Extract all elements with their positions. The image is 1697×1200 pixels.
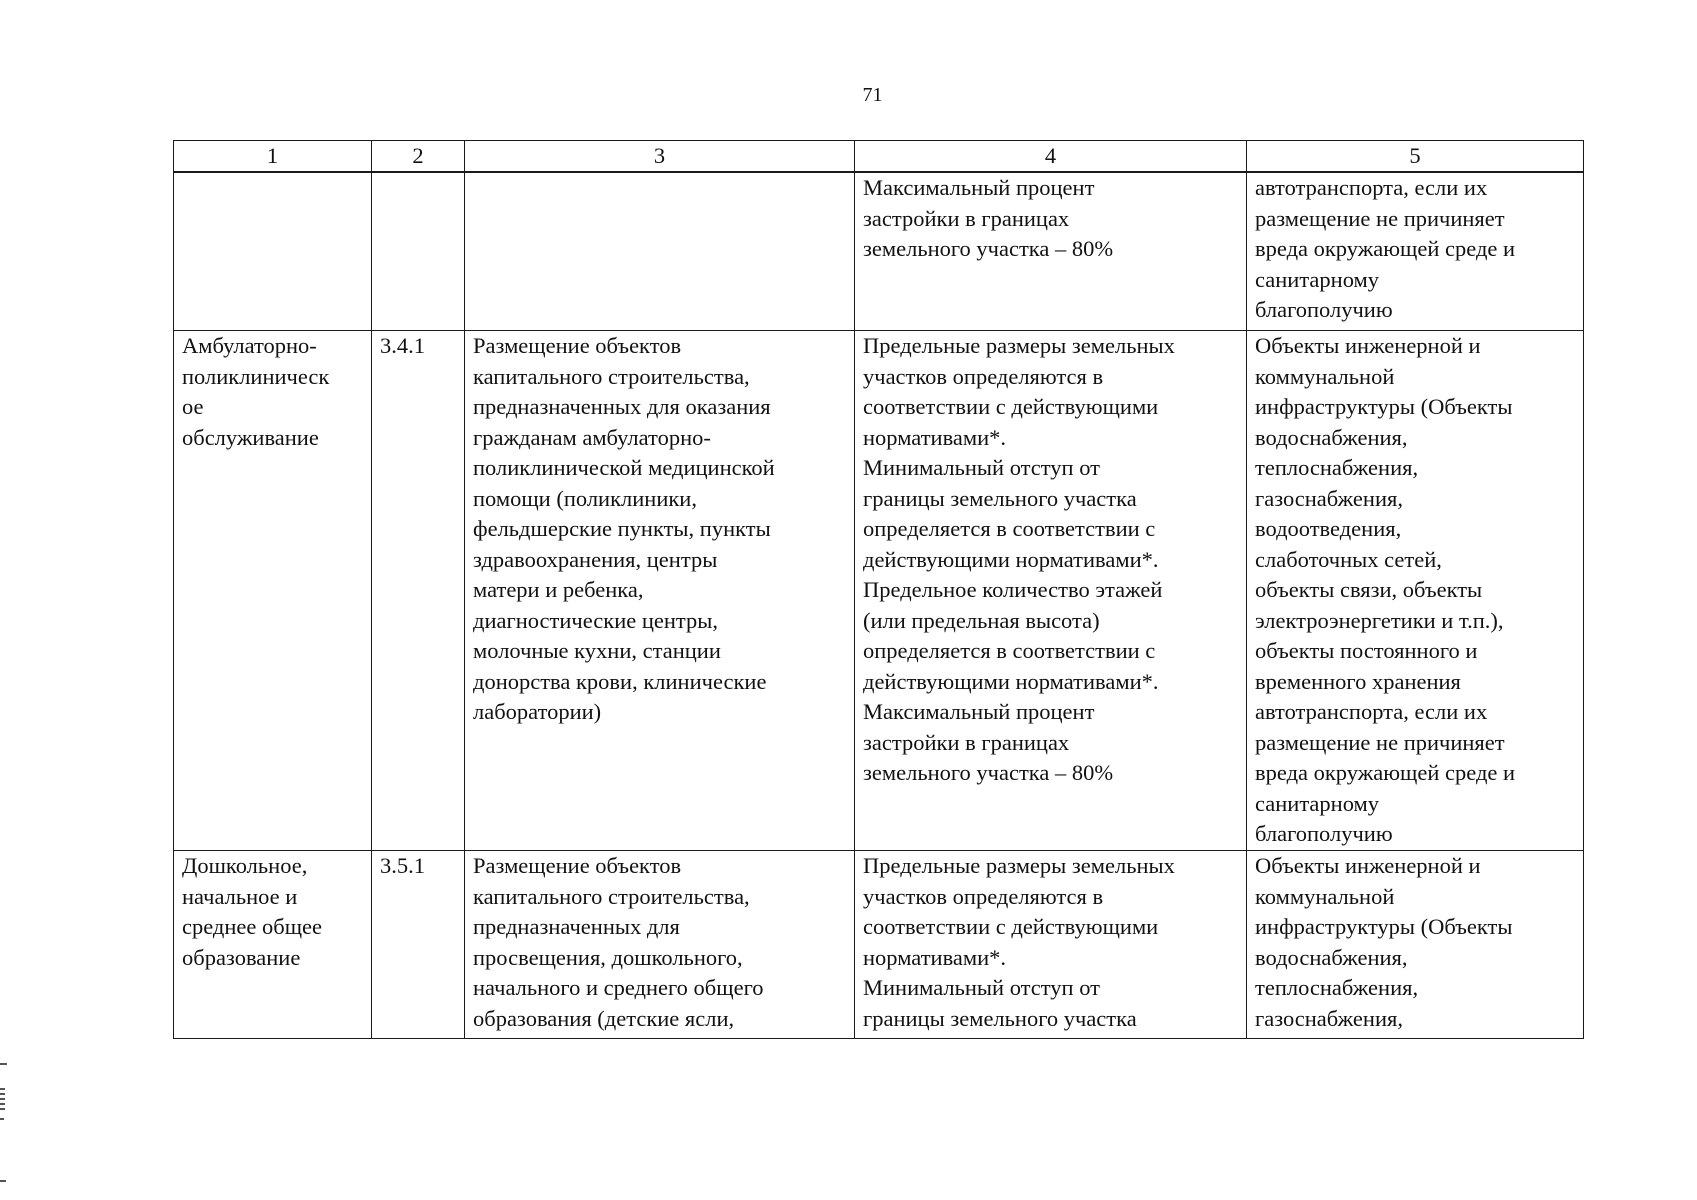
scan-mark xyxy=(0,1098,5,1100)
table-row xyxy=(174,172,1584,331)
cell-auxiliary-uses: Объекты инженерной и коммунальной инфраструктуры (Объекты водоснабжения, теплоснабжения, газоснабжения, xyxy=(1247,851,1584,1039)
cell-use-code xyxy=(372,172,465,331)
cell-auxiliary-uses: автотранспорта, если их размещение не причиняет вреда окружающей среде и санитарному благополучию xyxy=(1247,172,1584,331)
header-col-1: 1 xyxy=(174,141,372,173)
header-col-5: 5 xyxy=(1247,141,1584,173)
scan-mark xyxy=(0,1180,6,1182)
scan-mark xyxy=(0,1063,7,1065)
cell-use-description: Размещение объектов капитального строительства, предназначенных для оказания гражданам амбулаторно- поликлинической медицинской помощи (поликлиники, фельдшерские пункты, пункты здравоохранения, центры матери и ребенка, диагностические центры, молочные кухни, станции донорства крови, клинические лаборатории) xyxy=(465,331,855,851)
cell-use-description xyxy=(465,172,855,331)
scan-mark xyxy=(0,1108,5,1110)
cell-use-name: Дошкольное, начальное и среднее общее образование xyxy=(174,851,372,1039)
cell-auxiliary-uses: Объекты инженерной и коммунальной инфраструктуры (Объекты водоснабжения, теплоснабжения, газоснабжения, водоотведения, слаботочных сетей, объекты связи, объекты электроэнергетики и т.п.), объекты постоянного и временного хранения автотранспорта, если их размещение не причиняет вреда окружающей среде и санитарному благополучию xyxy=(1247,331,1584,851)
table-row xyxy=(174,331,1584,851)
cell-parameters: Максимальный процент застройки в границах земельного участка – 80% xyxy=(855,172,1247,331)
cell-use-code: 3.5.1 xyxy=(372,851,465,1039)
land-use-table xyxy=(173,140,1584,1039)
scan-mark xyxy=(0,1103,5,1105)
scan-mark xyxy=(0,1088,5,1090)
cell-use-code: 3.4.1 xyxy=(372,331,465,851)
table-row xyxy=(174,851,1584,1039)
scan-mark xyxy=(0,1118,4,1120)
page-number: 71 xyxy=(862,84,883,106)
cell-use-name xyxy=(174,172,372,331)
cell-parameters: Предельные размеры земельных участков определяются в соответствии с действующими нормативами*. Минимальный отступ от границы земельного участка определяется в соответствии с действующими нормативами*. Предельное количество этажей (или предельная высота) определяется в соответствии с действующими нормативами*. Максимальный процент застройки в границах земельного участка – 80% xyxy=(855,331,1247,851)
header-col-3: 3 xyxy=(465,141,855,173)
cell-use-description: Размещение объектов капитального строительства, предназначенных для просвещения, дошкольного, начального и среднего общего образования (детские ясли, xyxy=(465,851,855,1039)
header-col-4: 4 xyxy=(855,141,1247,173)
cell-parameters: Предельные размеры земельных участков определяются в соответствии с действующими нормативами*. Минимальный отступ от границы земельного участка xyxy=(855,851,1247,1039)
scan-mark xyxy=(0,1093,5,1095)
header-row xyxy=(174,141,1584,173)
header-col-2: 2 xyxy=(372,141,465,173)
cell-use-name: Амбулаторно- поликлиническ ое обслуживание xyxy=(174,331,372,851)
